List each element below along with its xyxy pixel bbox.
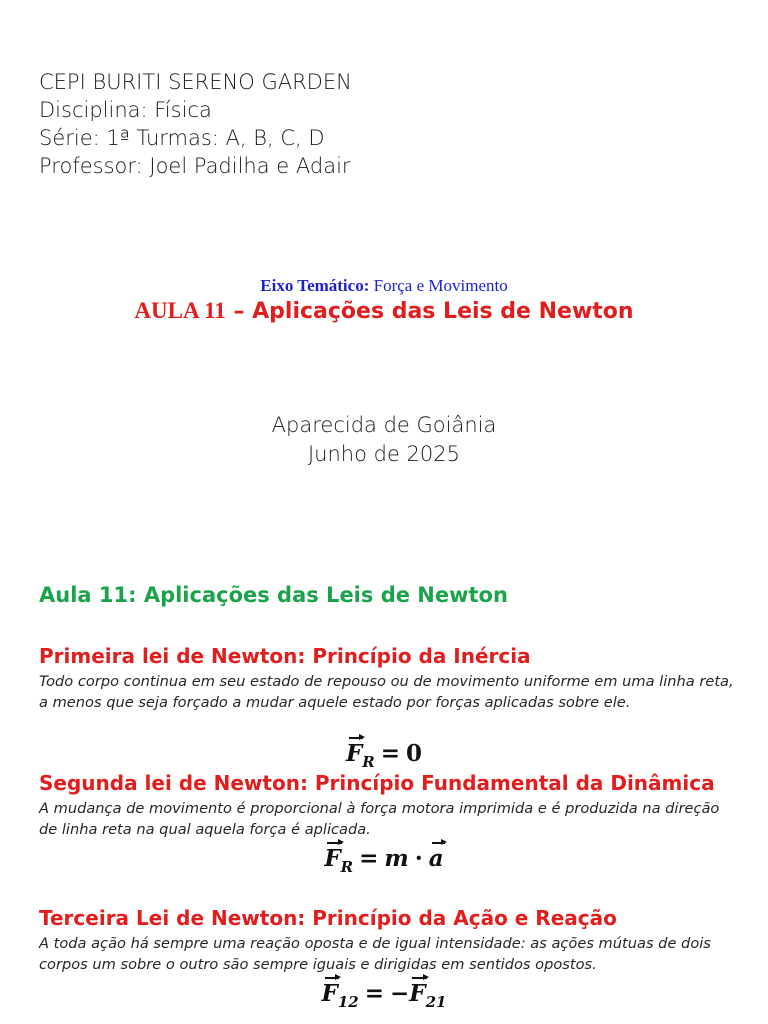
first-law — [39, 643, 739, 713]
equals-sign: = — [359, 845, 379, 872]
theme-axis — [0, 276, 768, 296]
theme-label: Eixo Temático: — [260, 276, 370, 295]
law-text: A mudança de movimento é proporcional à força motora imprimida e é produzida na direção de linha reta na qual aquela força é aplicada. — [39, 800, 720, 838]
reaction-force-subscript: 21 — [425, 993, 447, 1011]
acceleration-vector: a — [428, 845, 444, 872]
law-text: Todo corpo continua em seu estado de repouso ou de movimento uniforme em uma linha reta, a menos que seja forçado a mudar aquele estado por forças aplicadas sobre ele. — [39, 673, 734, 711]
city: Aparecida de Goiânia — [271, 413, 497, 437]
mass-symbol: m — [384, 845, 409, 872]
lesson-title — [0, 298, 768, 324]
second-law-formula — [0, 845, 768, 876]
lesson-title-text: – Aplicações das Leis de Newton — [225, 299, 634, 324]
third-law-formula — [0, 980, 768, 1011]
third-law — [39, 905, 739, 975]
minus-sign: − — [390, 980, 410, 1007]
zero-value: 0 — [406, 740, 423, 767]
force-vector: F — [345, 740, 363, 767]
place-date — [0, 411, 768, 469]
teacher-names: Professor: Joel Padilha e Adair — [39, 154, 351, 178]
reaction-force-vector: F — [409, 980, 426, 1007]
school-name: CEPI BURITI SERENO GARDEN — [39, 70, 352, 94]
theme-value: Força e Movimento — [373, 276, 508, 295]
dot-operator: · — [414, 845, 423, 872]
discipline: Disciplina: Física — [39, 98, 212, 122]
equals-sign: = — [380, 740, 401, 767]
force-subscript: R — [362, 753, 375, 771]
first-law-formula — [0, 740, 768, 771]
law-title: Terceira Lei de Newton: Princípio da Ação e Reação — [39, 906, 617, 930]
equals-sign: = — [364, 980, 384, 1007]
series-classes: Série: 1ª Turmas: A, B, C, D — [39, 126, 325, 150]
law-text: A toda ação há sempre uma reação oposta e de igual intensidade: as ações mútuas de dois corpos um sobre o outro são sempre iguais e dirigidas em sentidos opostos. — [39, 935, 711, 973]
document-header — [39, 68, 352, 180]
section-title: Aula 11: Aplicações das Leis de Newton — [39, 583, 508, 607]
second-law — [39, 770, 739, 840]
force-subscript: 12 — [337, 993, 359, 1011]
force-vector: F — [321, 980, 338, 1007]
force-subscript: R — [340, 858, 354, 876]
law-title: Primeira lei de Newton: Princípio da Inércia — [39, 644, 531, 668]
law-title: Segunda lei de Newton: Princípio Fundamental da Dinâmica — [39, 771, 715, 795]
lesson-prefix: AULA 11 — [134, 298, 226, 323]
date: Junho de 2025 — [307, 442, 460, 466]
force-vector: F — [324, 845, 341, 872]
